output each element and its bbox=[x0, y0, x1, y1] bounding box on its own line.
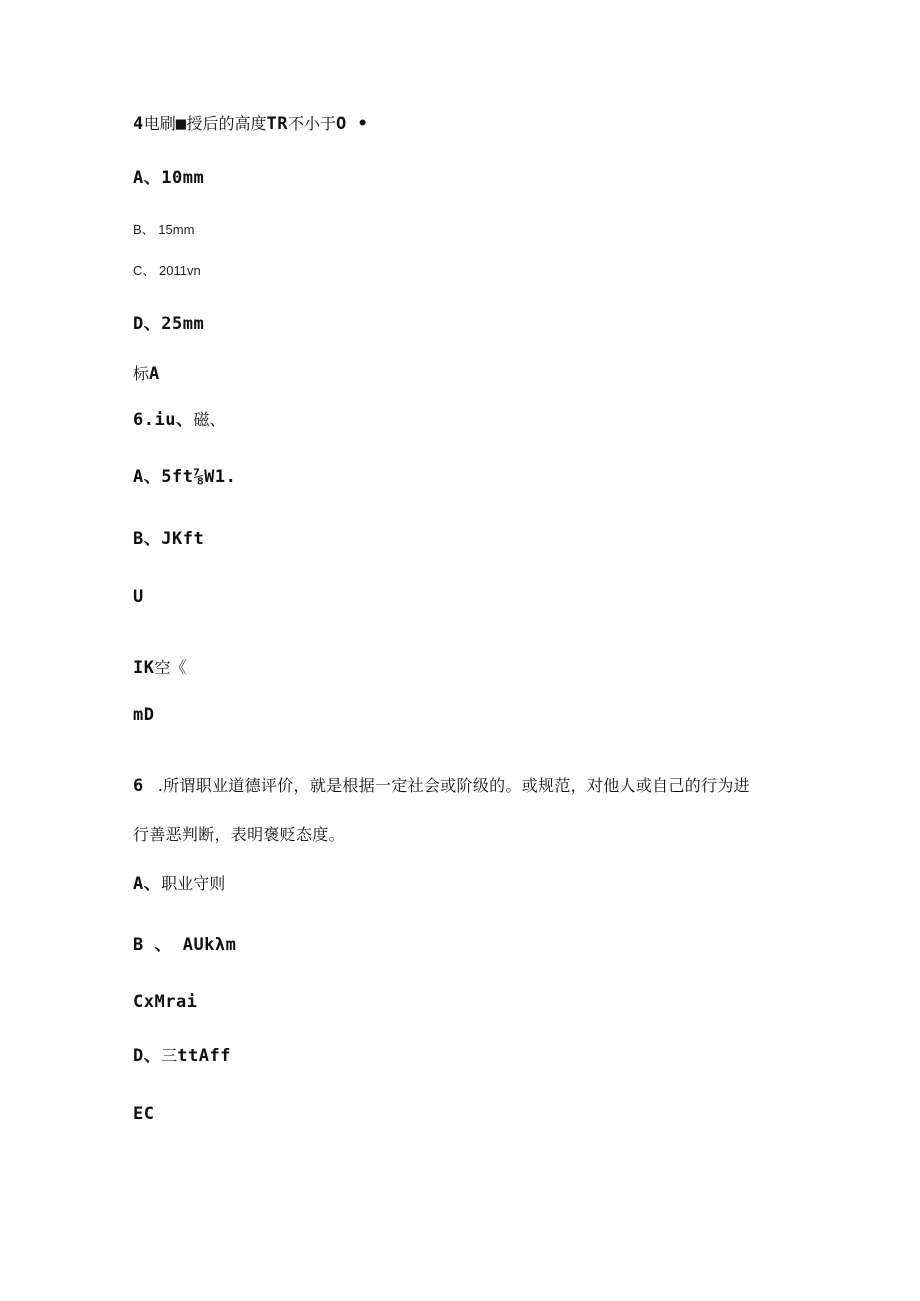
question-6-stem-line-1 bbox=[133, 778, 750, 795]
question-5-answer: mD bbox=[133, 705, 155, 725]
question-6-option-a bbox=[133, 876, 225, 893]
question-5-option-b: B、JKft bbox=[133, 529, 205, 549]
question-5-stem-part-b: 磁、 bbox=[193, 410, 226, 429]
question-4-answer-value: A bbox=[149, 364, 160, 384]
question-5-stem-part-a: 6.iu、 bbox=[133, 410, 194, 430]
question-4-stem bbox=[133, 116, 368, 133]
question-5-stem bbox=[133, 412, 225, 429]
question-4-answer bbox=[133, 366, 160, 383]
question-4-option-c: C、 2011vn bbox=[133, 263, 201, 278]
question-6-answer: EC bbox=[133, 1104, 155, 1124]
question-4-stem-part-d: 不小于 bbox=[288, 114, 337, 133]
question-6-number: 6 bbox=[133, 776, 144, 796]
question-4-stem-part-c: TR bbox=[266, 114, 289, 134]
question-6-stem-text-1: .所谓职业道德评价，就是根据一定社会或阶级的。或规范，对他人或自己的行为进 bbox=[157, 776, 750, 795]
question-6-option-a-text: 职业守则 bbox=[161, 874, 226, 893]
question-5-option-d-part-b: 空《 bbox=[154, 658, 187, 677]
question-6-option-d-text: ttAff bbox=[177, 1046, 231, 1066]
question-4-option-d: D、25mm bbox=[133, 314, 205, 334]
question-4-number: 4 bbox=[133, 114, 144, 134]
question-4-stem-mark: ■ bbox=[175, 114, 187, 134]
question-6-option-b: B 、 AUkλm bbox=[133, 935, 237, 955]
question-6-option-d-cjk: 三 bbox=[161, 1046, 178, 1065]
question-4-option-b: B、 15mm bbox=[133, 222, 195, 237]
question-6-stem-line-2: 行善恶判断，表明褒贬态度。 bbox=[133, 825, 345, 844]
question-6-option-d-label: D、 bbox=[133, 1046, 162, 1066]
question-4-answer-label: 标 bbox=[133, 364, 150, 383]
question-5-option-c: U bbox=[133, 587, 144, 607]
question-4-stem-part-a: 电刷 bbox=[143, 114, 176, 133]
question-5-option-d-part-a: IK bbox=[133, 658, 155, 678]
question-4-stem-part-e: O • bbox=[336, 114, 369, 134]
question-4-stem-part-b: 授后的高度 bbox=[186, 114, 267, 133]
question-6-option-a-label: A、 bbox=[133, 874, 162, 894]
question-5-option-d bbox=[133, 660, 187, 677]
question-6-option-c: CxMrai bbox=[133, 992, 198, 1012]
question-6-option-d bbox=[133, 1048, 231, 1065]
question-4-option-a: A、10mm bbox=[133, 168, 205, 188]
question-5-option-a: A、5ft⅞W1. bbox=[133, 467, 237, 487]
